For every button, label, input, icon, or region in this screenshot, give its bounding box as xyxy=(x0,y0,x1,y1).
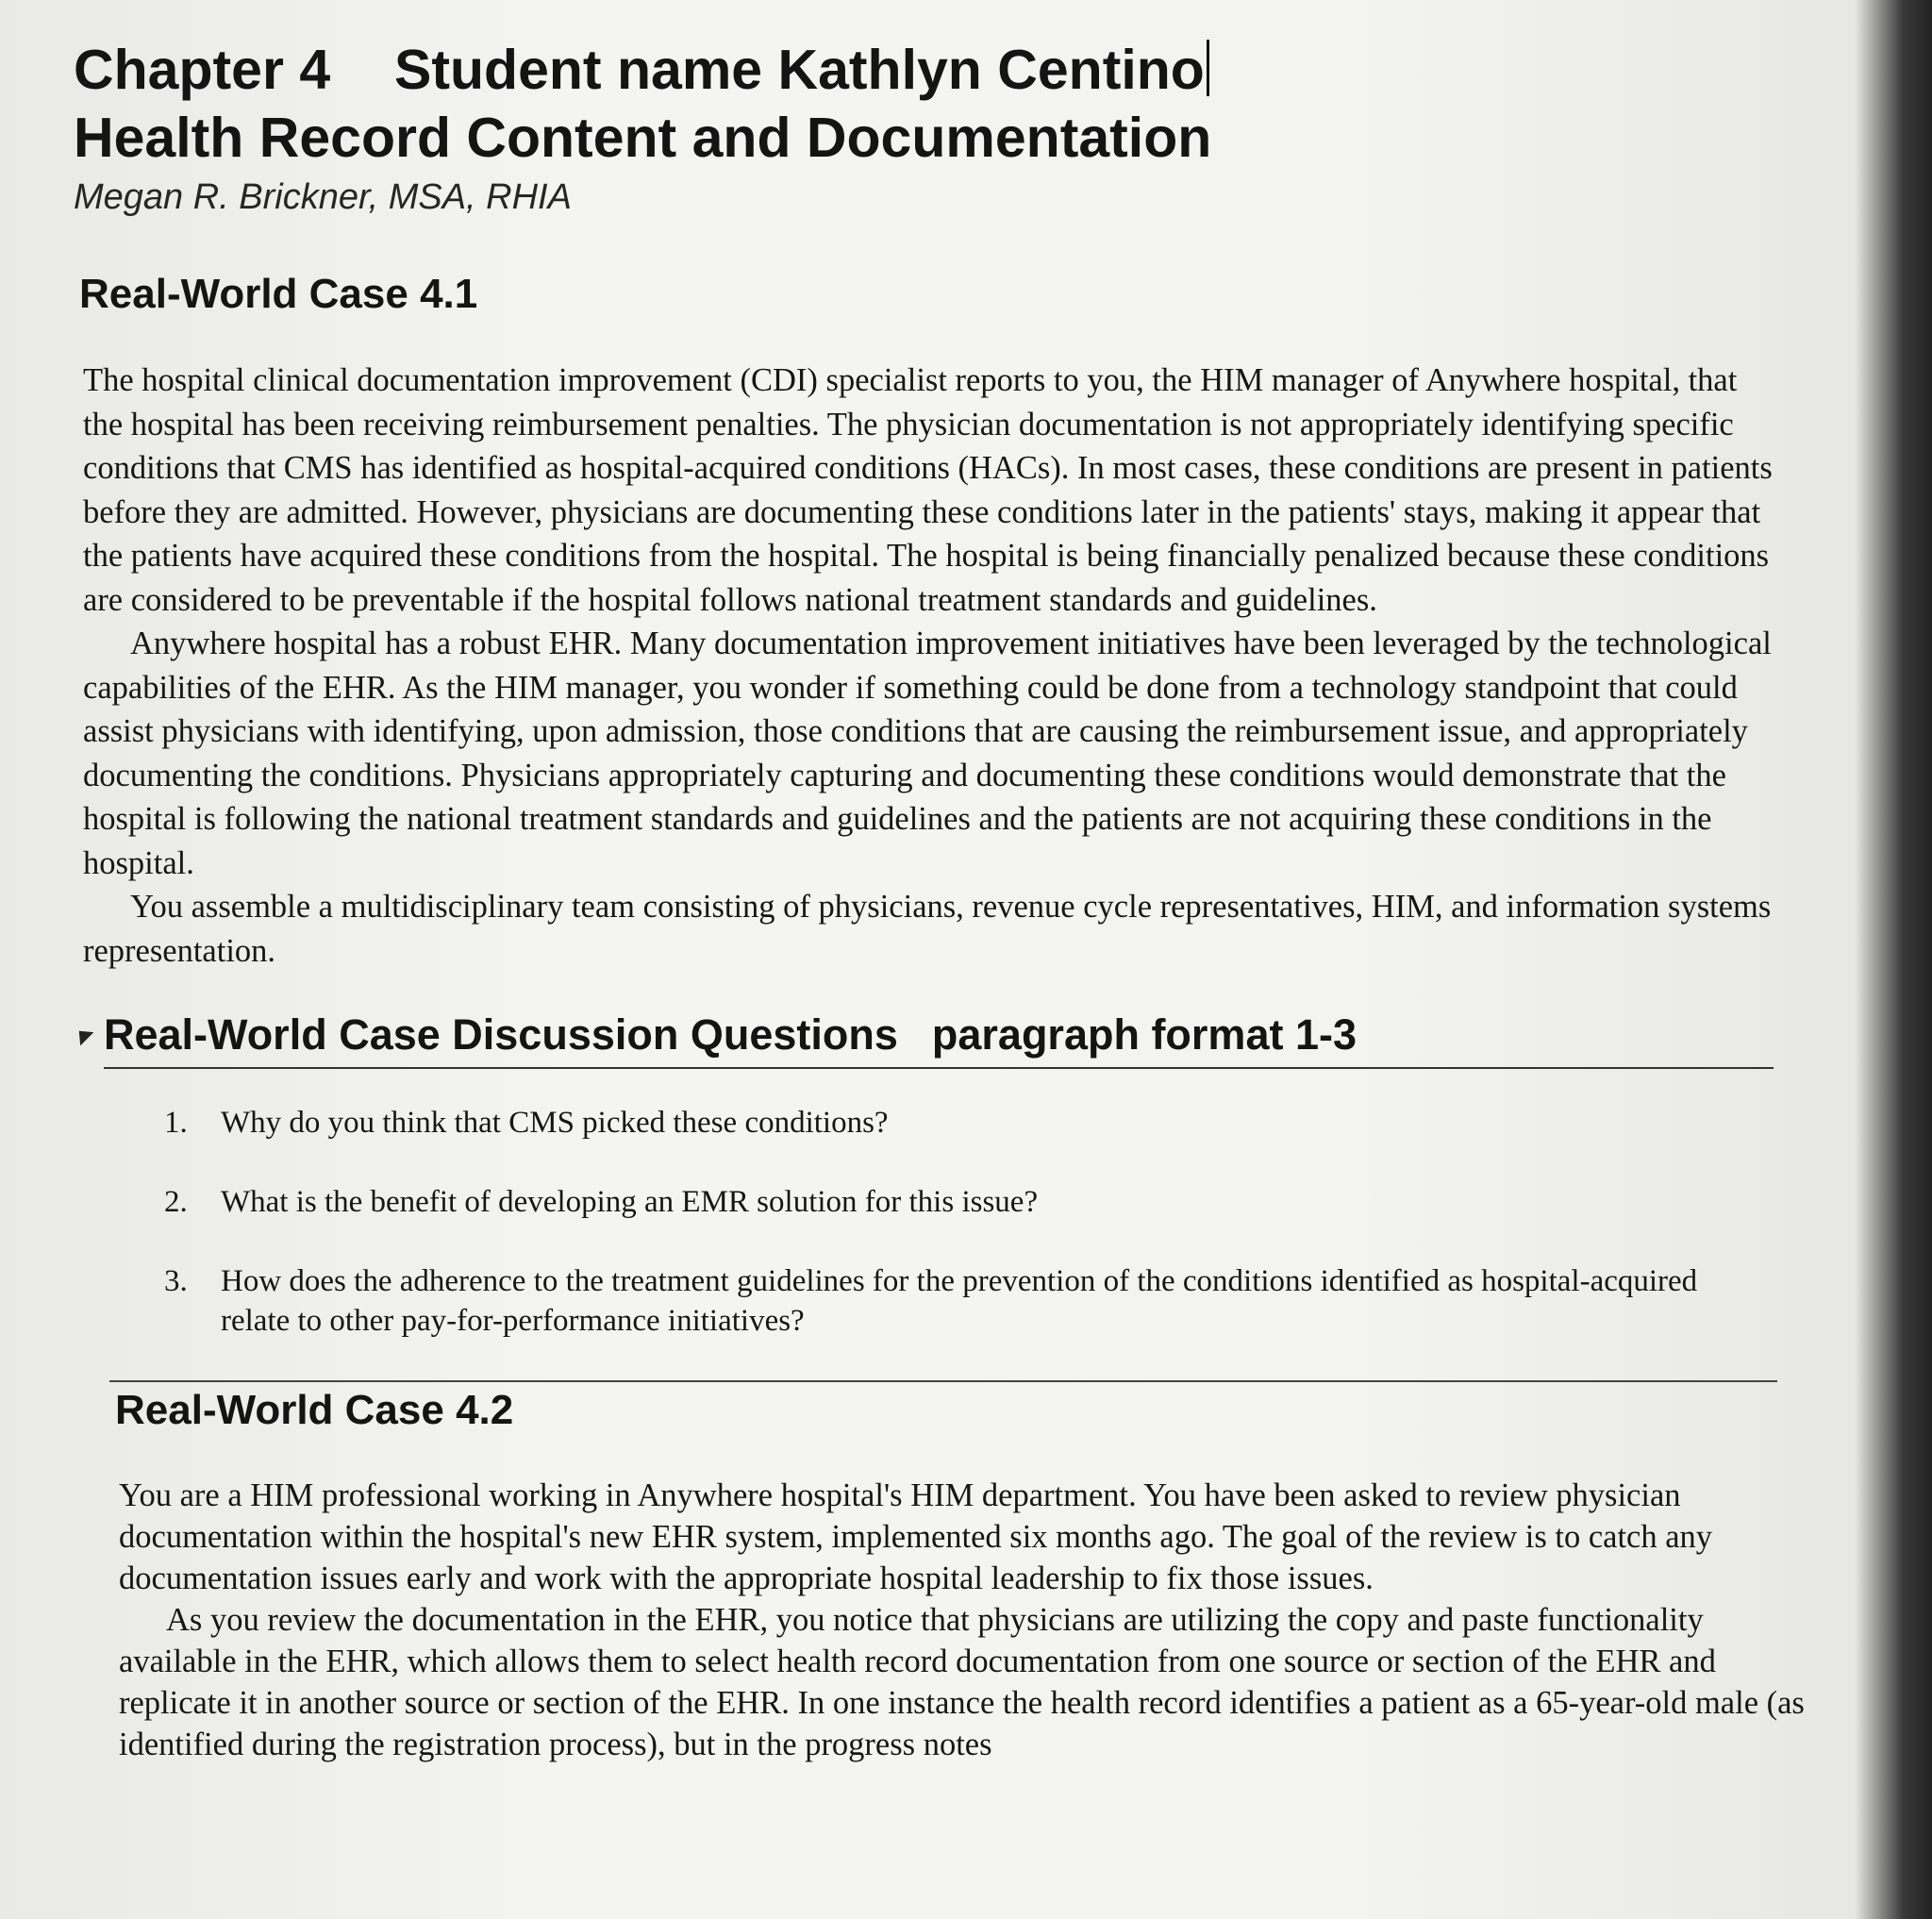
student-name: Student name Kathlyn Centino xyxy=(394,39,1205,101)
case-4-2-paragraph: You are a HIM professional working in Anywhere hospital's HIM department. You have been asked to review physician documentation within the hospital's new EHR system, implemented six months ago. The goal of the review is to catch any documentation issues early and work with the appropriate hospital leadership to fix those issues. xyxy=(119,1477,1713,1596)
chapter-subtitle: Health Record Content and Documentation xyxy=(74,107,1212,169)
discussion-heading-text: Real-World Case Discussion Questions xyxy=(104,1010,898,1059)
case-4-1-body[interactable] xyxy=(83,359,1781,973)
case-4-1-paragraph: Anywhere hospital has a robust EHR. Many documentation improvement initiatives have been leveraged by the technological capabilities of the EHR. As the HIM manager, you wonder if something could be done from a technology standpoint that could assist physicians with identifying, upon admission, those conditions that are causing the reimbursement issue, and appropriately documenting the conditions. Physicians appropriately capturing and documenting these conditions would demonstrate that the hospital is following the national treatment standards and guidelines and the patients are not acquiring these conditions in the hospital. xyxy=(83,626,1772,881)
question-number: 1. xyxy=(164,1106,188,1140)
case-4-2-body[interactable] xyxy=(119,1475,1807,1765)
chapter-title-line xyxy=(74,36,1790,104)
case-4-1-heading: Real-World Case 4.1 xyxy=(79,271,478,317)
case-4-2-heading: Real-World Case 4.2 xyxy=(115,1387,514,1433)
chapter-label: Chapter 4 xyxy=(74,39,331,101)
question-text: What is the benefit of developing an EMR solution for this issue? xyxy=(221,1185,1039,1219)
question-number: 2. xyxy=(164,1185,188,1219)
question-text: Why do you think that CMS picked these conditions? xyxy=(221,1106,889,1140)
document-page xyxy=(74,36,1805,1765)
list-item xyxy=(74,1182,1768,1222)
discussion-questions-heading xyxy=(104,1009,1774,1069)
list-item xyxy=(74,1103,1768,1143)
case-4-2-paragraph: As you review the documentation in the EHR, you notice that physicians are utilizing the copy and paste functionality available in the EHR, which allows them to select health record documentation from one source or section of the EHR and replicate it in another source or section of the EHR. In one instance the health record identifies a patient as a 65-year-old male (as identified during the registration process), but in the progress notes xyxy=(119,1602,1805,1762)
question-list xyxy=(74,1103,1790,1341)
format-note: paragraph format 1-3 xyxy=(931,1010,1357,1059)
case-4-1-paragraph: You assemble a multidisciplinary team consisting of physicians, revenue cycle representatives, HIM, and information systems representation. xyxy=(83,889,1772,969)
text-cursor xyxy=(1207,40,1209,96)
question-text: How does the adherence to the treatment guidelines for the prevention of the conditions identified as hospital-acquired relate to other pay-for-performance initiatives? xyxy=(221,1264,1698,1338)
question-number: 3. xyxy=(164,1264,188,1298)
author-line: Megan R. Brickner, MSA, RHIA xyxy=(74,177,572,217)
collapse-triangle-icon[interactable] xyxy=(73,1025,94,1046)
list-item xyxy=(74,1261,1768,1341)
case-4-1-paragraph: The hospital clinical documentation improvement (CDI) specialist reports to you, the HIM manager of Anywhere hospital, that the hospital has been receiving reimbursement penalties. The physician documentation is not appropriately identifying specific conditions that CMS has identified as hospital-acquired conditions (HACs). In most cases, these conditions are present in patients before they are admitted. However, physicians are documenting these conditions later in the patients' stays, making it appear that the patients have acquired these conditions from the hospital. The hospital is being financially penalized because these conditions are considered to be preventable if the hospital follows national treatment standards and guidelines. xyxy=(83,362,1773,618)
section-divider xyxy=(109,1380,1777,1382)
